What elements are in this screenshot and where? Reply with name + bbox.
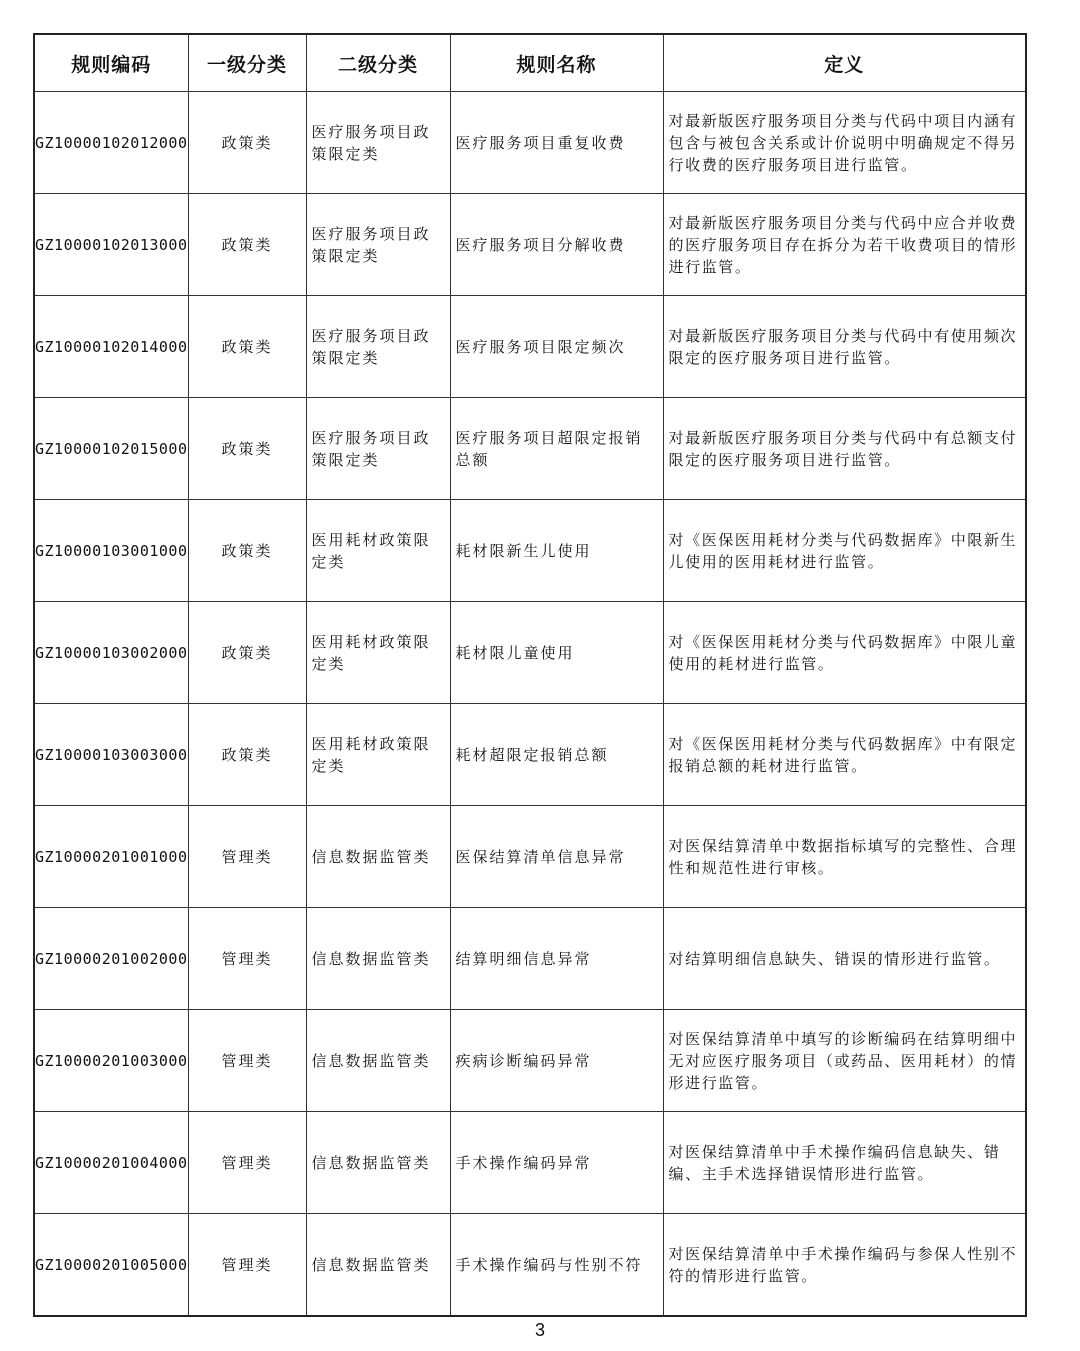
cell-definition: 对最新版医疗服务项目分类与代码中有总额支付限定的医疗服务项目进行监管。 [663, 398, 1026, 500]
cell-rule-code: GZ10000201004000 [34, 1112, 188, 1214]
table-row [34, 704, 1026, 806]
cell-level2-category: 医疗服务项目政策限定类 [306, 296, 450, 398]
cell-level1-category: 管理类 [188, 806, 306, 908]
cell-rule-code: GZ10000103003000 [34, 704, 188, 806]
cell-definition: 对医保结算清单中手术操作编码与参保人性别不符的情形进行监管。 [663, 1214, 1026, 1317]
cell-definition: 对《医保医用耗材分类与代码数据库》中限儿童使用的耗材进行监管。 [663, 602, 1026, 704]
cell-rule-code: GZ10000102014000 [34, 296, 188, 398]
cell-definition: 对最新版医疗服务项目分类与代码中有使用频次限定的医疗服务项目进行监管。 [663, 296, 1026, 398]
header-level2-category: 二级分类 [306, 34, 450, 92]
cell-level2-category: 医用耗材政策限定类 [306, 704, 450, 806]
rules-table [33, 33, 1027, 1317]
cell-definition: 对《医保医用耗材分类与代码数据库》中限新生儿使用的医用耗材进行监管。 [663, 500, 1026, 602]
table-row [34, 398, 1026, 500]
table-body [34, 92, 1026, 1317]
cell-level1-category: 管理类 [188, 908, 306, 1010]
cell-rule-name: 医疗服务项目重复收费 [450, 92, 663, 194]
cell-rule-name: 手术操作编码异常 [450, 1112, 663, 1214]
cell-definition: 对最新版医疗服务项目分类与代码中项目内涵有包含与被包含关系或计价说明中明确规定不得另行收费的医疗服务项目进行监管。 [663, 92, 1026, 194]
cell-definition: 对医保结算清单中数据指标填写的完整性、合理性和规范性进行审核。 [663, 806, 1026, 908]
cell-level1-category: 管理类 [188, 1112, 306, 1214]
cell-level2-category: 医疗服务项目政策限定类 [306, 92, 450, 194]
cell-level1-category: 政策类 [188, 296, 306, 398]
table-row [34, 1214, 1026, 1317]
cell-level1-category: 政策类 [188, 92, 306, 194]
page-number: 3 [534, 1320, 545, 1340]
table-row [34, 908, 1026, 1010]
table-row [34, 296, 1026, 398]
table-row [34, 602, 1026, 704]
table-row [34, 1112, 1026, 1214]
cell-rule-code: GZ10000102013000 [34, 194, 188, 296]
cell-rule-code: GZ10000201003000 [34, 1010, 188, 1112]
cell-level2-category: 信息数据监管类 [306, 908, 450, 1010]
cell-level1-category: 政策类 [188, 398, 306, 500]
cell-rule-code: GZ10000201002000 [34, 908, 188, 1010]
cell-rule-code: GZ10000102012000 [34, 92, 188, 194]
cell-rule-name: 手术操作编码与性别不符 [450, 1214, 663, 1317]
table-row [34, 500, 1026, 602]
header-level1-category: 一级分类 [188, 34, 306, 92]
table-header [34, 34, 1026, 92]
cell-rule-code: GZ10000103001000 [34, 500, 188, 602]
cell-rule-name: 医疗服务项目分解收费 [450, 194, 663, 296]
header-definition: 定义 [663, 34, 1026, 92]
cell-level2-category: 医疗服务项目政策限定类 [306, 194, 450, 296]
cell-rule-name: 耗材超限定报销总额 [450, 704, 663, 806]
cell-level1-category: 政策类 [188, 500, 306, 602]
cell-level1-category: 政策类 [188, 602, 306, 704]
header-rule-code: 规则编码 [34, 34, 188, 92]
cell-rule-name: 医保结算清单信息异常 [450, 806, 663, 908]
cell-rule-code: GZ10000102015000 [34, 398, 188, 500]
table-row [34, 1010, 1026, 1112]
cell-definition: 对医保结算清单中填写的诊断编码在结算明细中无对应医疗服务项目（或药品、医用耗材）的情形进行监管。 [663, 1010, 1026, 1112]
table-row [34, 806, 1026, 908]
cell-rule-name: 耗材限新生儿使用 [450, 500, 663, 602]
cell-level2-category: 医疗服务项目政策限定类 [306, 398, 450, 500]
cell-level2-category: 信息数据监管类 [306, 806, 450, 908]
table-row [34, 194, 1026, 296]
cell-level2-category: 信息数据监管类 [306, 1214, 450, 1317]
cell-level2-category: 医用耗材政策限定类 [306, 602, 450, 704]
cell-level1-category: 政策类 [188, 194, 306, 296]
cell-level1-category: 管理类 [188, 1214, 306, 1317]
cell-definition: 对最新版医疗服务项目分类与代码中应合并收费的医疗服务项目存在拆分为若干收费项目的情形进行监管。 [663, 194, 1026, 296]
cell-level2-category: 医用耗材政策限定类 [306, 500, 450, 602]
cell-level1-category: 管理类 [188, 1010, 306, 1112]
table-row [34, 92, 1026, 194]
cell-rule-name: 耗材限儿童使用 [450, 602, 663, 704]
cell-level2-category: 信息数据监管类 [306, 1010, 450, 1112]
cell-rule-code: GZ10000103002000 [34, 602, 188, 704]
cell-rule-code: GZ10000201005000 [34, 1214, 188, 1317]
cell-rule-name: 医疗服务项目限定频次 [450, 296, 663, 398]
cell-level2-category: 信息数据监管类 [306, 1112, 450, 1214]
cell-definition: 对结算明细信息缺失、错误的情形进行监管。 [663, 908, 1026, 1010]
header-row [34, 34, 1026, 92]
cell-rule-name: 医疗服务项目超限定报销总额 [450, 398, 663, 500]
cell-rule-name: 结算明细信息异常 [450, 908, 663, 1010]
cell-rule-code: GZ10000201001000 [34, 806, 188, 908]
cell-definition: 对医保结算清单中手术操作编码信息缺失、错编、主手术选择错误情形进行监管。 [663, 1112, 1026, 1214]
cell-definition: 对《医保医用耗材分类与代码数据库》中有限定报销总额的耗材进行监管。 [663, 704, 1026, 806]
cell-rule-name: 疾病诊断编码异常 [450, 1010, 663, 1112]
cell-level1-category: 政策类 [188, 704, 306, 806]
header-rule-name: 规则名称 [450, 34, 663, 92]
